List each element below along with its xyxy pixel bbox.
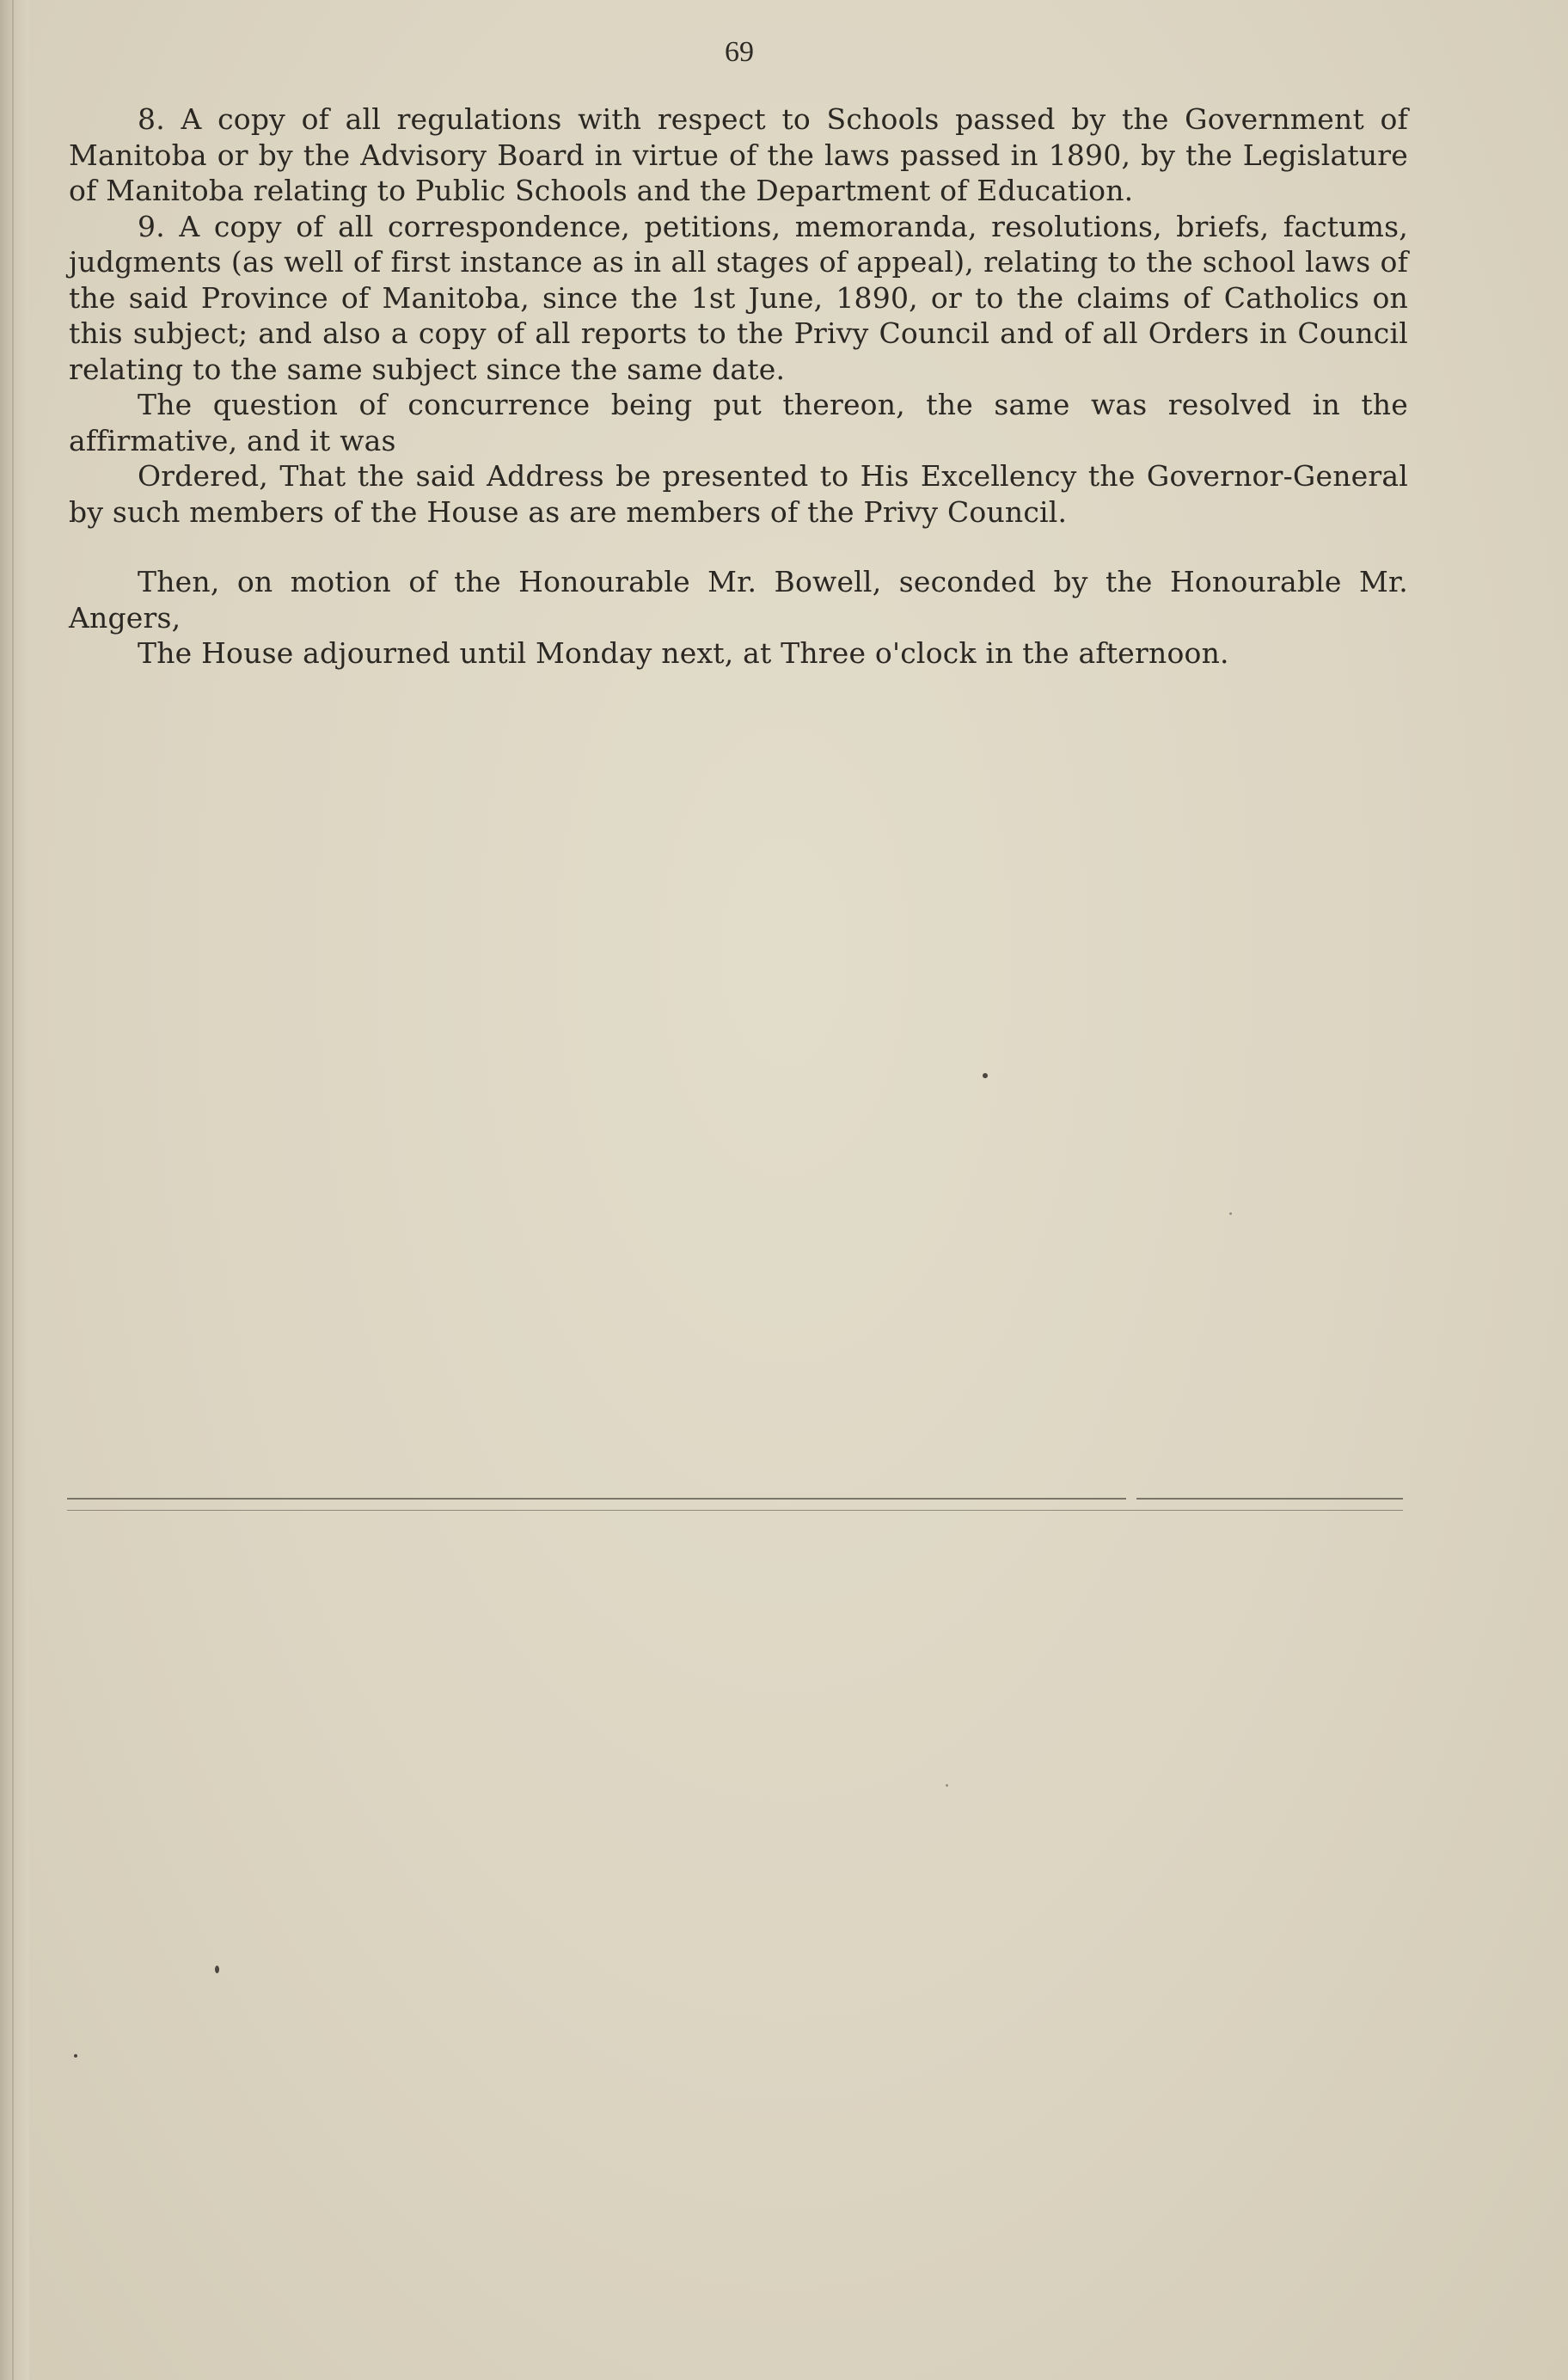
binding-edge	[0, 0, 29, 2380]
paragraph-adjourned: The House adjourned until Monday next, at Three o'clock in the afternoon.	[138, 636, 1229, 670]
paragraph-item-9: 9. A copy of all correspondence, petitions, memoranda, resolutions, briefs, factums, judgments (as well of first instance as in all stages of appeal), relating to the school laws of the said Province of Manitoba, since the 1st June, 1890, or to the claims of Catholics on this subject; and also a copy of all reports to the Privy Council and of all Orders in Council relating to the same subject since the same date.	[69, 209, 1408, 386]
section-rule-bottom	[67, 1510, 1403, 1511]
paper-speck	[74, 2054, 77, 2058]
paper-speck	[946, 1784, 948, 1787]
section-rule-right	[1136, 1498, 1403, 1500]
body-text	[69, 101, 1408, 672]
binding-crease	[12, 0, 14, 2380]
paragraph-concurrence: The question of concurrence being put thereon, the same was resolved in the affirmative, and it was	[69, 388, 1408, 457]
paper-speck	[1229, 1212, 1232, 1215]
paragraph-ordered: Ordered, That the said Address be presented to His Excellency the Governor-General by such members of the House as are members of the Privy Council.	[69, 459, 1408, 529]
page-number: 69	[725, 36, 754, 68]
paragraph-motion: Then, on motion of the Honourable Mr. Bowell, seconded by the Honourable Mr. Angers,	[69, 565, 1408, 635]
paper-speck	[215, 1966, 219, 1973]
paragraph-item-8: 8. A copy of all regulations with respect to Schools passed by the Government of Manitoba or by the Advisory Board in virtue of the laws passed in 1890, by the Legislature of Manitoba relating to Public Schools and the Department of Education.	[69, 102, 1408, 207]
section-rule-left	[67, 1498, 1126, 1500]
paper-speck	[983, 1073, 988, 1078]
